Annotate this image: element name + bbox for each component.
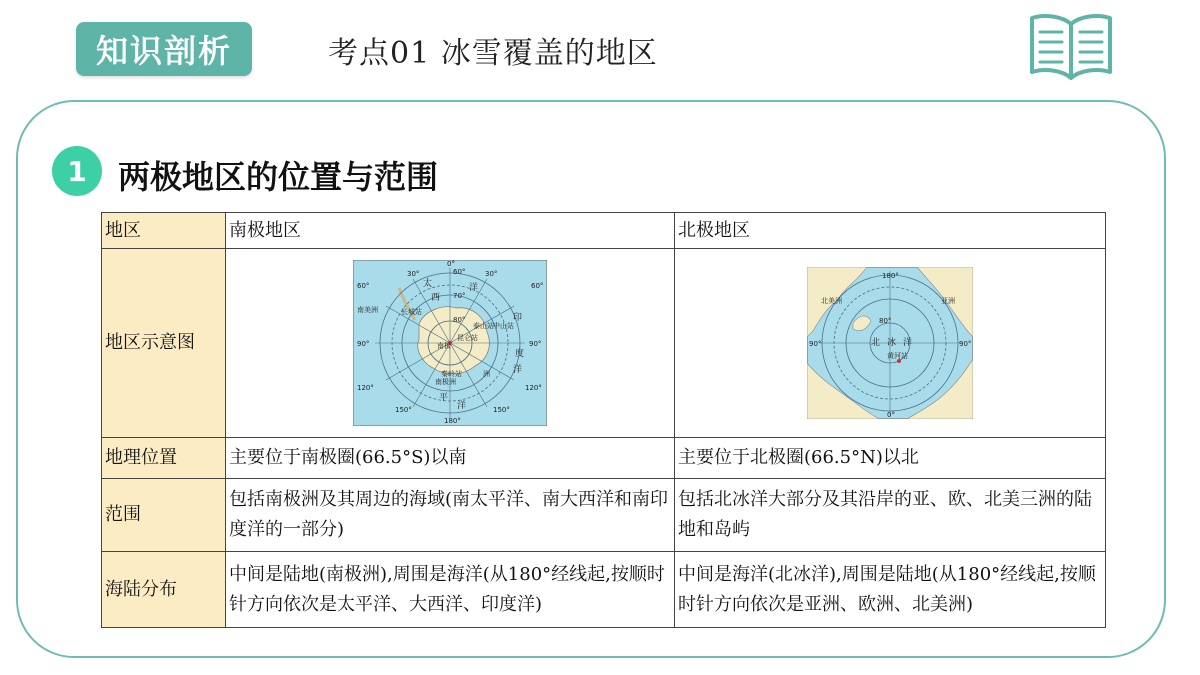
section-badge: 知识剖析 xyxy=(76,22,252,76)
south-lon-60b: 60° xyxy=(531,282,544,290)
zhongshan-station: 中山站 xyxy=(493,322,514,330)
south-lon-30b: 30° xyxy=(485,270,498,278)
north-lon-90w: 90° xyxy=(809,340,822,348)
section-title: 两极地区的位置与范围 xyxy=(118,158,439,196)
page-title: 考点01 冰雪覆盖的地区 xyxy=(328,36,658,71)
table-header-row xyxy=(102,213,1106,249)
polar-regions-table xyxy=(101,212,1106,628)
ocean-label-yang2: 洋 xyxy=(513,365,523,375)
south-lat-60: 60° xyxy=(453,268,466,276)
north-lat-80: 80° xyxy=(879,317,892,325)
ocean-label-tai: 太 xyxy=(423,279,433,289)
south-map-cell xyxy=(226,249,675,438)
north-lon-180: 180° xyxy=(882,272,899,280)
south-america-label: 南美洲 xyxy=(357,306,378,314)
zhou-label: 洲 xyxy=(483,370,490,378)
south-lon-90a: 90° xyxy=(357,340,370,348)
north-lon-0: 0° xyxy=(887,411,895,419)
ocean-label-ping: 平 xyxy=(439,393,449,403)
south-lat-80: 80° xyxy=(453,316,466,324)
location-south: 主要位于南极圈(66.5°S)以南 xyxy=(226,438,675,479)
south-lat-70: 70° xyxy=(453,292,466,300)
section-number: 1 xyxy=(52,146,102,196)
location-north: 主要位于北极圈(66.5°N)以北 xyxy=(675,438,1106,479)
antarctica-label: 南极洲 xyxy=(435,378,456,386)
table-row xyxy=(102,479,1106,552)
scope-south: 包括南极洲及其周边的海域(南太平洋、南大西洋和南印度洋的一部分) xyxy=(226,479,675,552)
south-pole-label: 南极 xyxy=(437,342,451,350)
north-america-label: 北美洲 xyxy=(821,297,842,305)
antarctic-map xyxy=(353,260,547,426)
ocean-label-bing: 冰 xyxy=(887,338,897,348)
table-row xyxy=(102,552,1106,628)
south-lon-60a: 60° xyxy=(357,282,370,290)
south-lon-0: 0° xyxy=(447,260,455,268)
huanghe-station: 黄河站 xyxy=(887,352,908,360)
north-map-cell xyxy=(675,249,1106,438)
header-north-cell: 北极地区 xyxy=(675,213,1106,249)
south-lon-150a: 150° xyxy=(395,406,412,414)
map-row-label: 地区示意图 xyxy=(102,249,226,438)
map-row xyxy=(102,249,1106,438)
south-lon-150b: 150° xyxy=(493,406,510,414)
land-sea-south: 中间是陆地(南极洲),周围是海洋(从180°经线起,按顺时针方向依次是太平洋、大西洋、印度洋) xyxy=(226,552,675,628)
scope-north: 包括北冰洋大部分及其沿岸的亚、欧、北美三洲的陆地和岛屿 xyxy=(675,479,1106,552)
open-book-icon xyxy=(1024,10,1118,82)
taishan-station: 泰山站 xyxy=(473,322,494,330)
great-wall-station: 长城站 xyxy=(401,308,422,316)
kunlun-station: 昆仑站 xyxy=(457,334,478,342)
location-label: 地理位置 xyxy=(102,438,226,479)
south-lon-90b: 90° xyxy=(529,340,542,348)
ocean-label-xi: 西 xyxy=(431,293,441,303)
south-lon-120a: 120° xyxy=(357,384,374,392)
south-lon-120b: 120° xyxy=(525,384,542,392)
north-lon-90e: 90° xyxy=(959,340,972,348)
ocean-label-yang: 洋 xyxy=(903,338,913,348)
header-label-cell: 地区 xyxy=(102,213,226,249)
asia-label: 亚洲 xyxy=(941,297,955,305)
ocean-label-du: 度 xyxy=(515,349,525,359)
arctic-map xyxy=(807,267,973,419)
ocean-label-yang3: 洋 xyxy=(457,401,467,411)
ocean-label-yin: 印 xyxy=(513,313,523,323)
ocean-label-bei: 北 xyxy=(871,338,881,348)
scope-label: 范围 xyxy=(102,479,226,552)
south-lon-180: 180° xyxy=(444,417,461,425)
table-row xyxy=(102,438,1106,479)
ocean-label-yang1: 洋 xyxy=(469,283,479,293)
land-sea-north: 中间是海洋(北冰洋),周围是陆地(从180°经线起,按顺时针方向依次是亚洲、欧洲、北美洲) xyxy=(675,552,1106,628)
land-sea-label: 海陆分布 xyxy=(102,552,226,628)
south-lon-30a: 30° xyxy=(407,270,420,278)
header-south-cell: 南极地区 xyxy=(226,213,675,249)
qinling-station: 秦岭站 xyxy=(441,370,462,378)
